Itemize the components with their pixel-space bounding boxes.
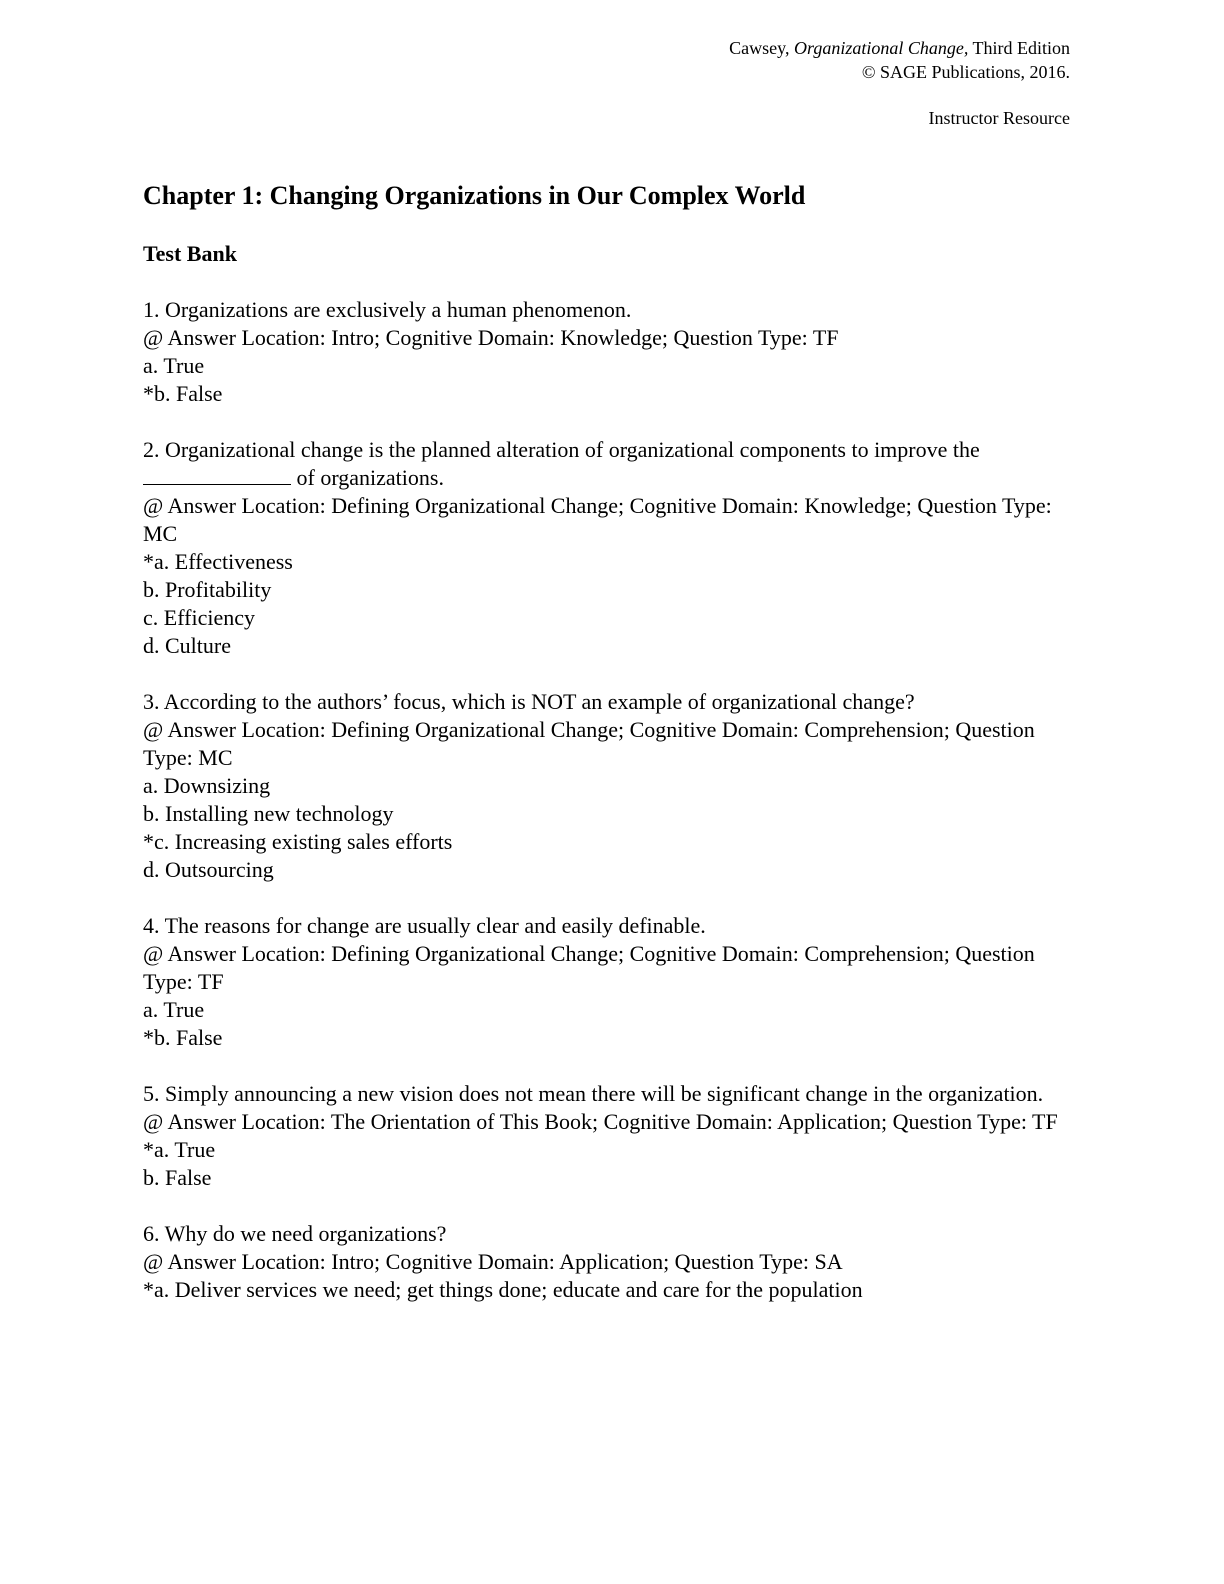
question-3: [143, 688, 1083, 884]
answer-option: c. Efficiency: [143, 605, 255, 630]
answer-option: b. Installing new technology: [143, 801, 394, 826]
question-stem-part2: of organizations.: [291, 465, 444, 490]
chapter-title: Chapter 1: Changing Organizations in Our Complex World: [143, 181, 806, 210]
question-stem: 5. Simply announcing a new vision does not mean there will be significant change in the organization.: [143, 1081, 1044, 1106]
question-meta: @ Answer Location: Intro; Cognitive Domain: Application; Question Type: SA: [143, 1249, 843, 1274]
question-stem: [143, 436, 1083, 492]
question-stem: 3. According to the authors’ focus, which is NOT an example of organizational change?: [143, 689, 915, 714]
answer-option: a. Downsizing: [143, 773, 271, 798]
answer-option: *b. False: [143, 1025, 223, 1050]
answer-option: b. Profitability: [143, 577, 272, 602]
question-6: [143, 1220, 1083, 1304]
question-stem: 1. Organizations are exclusively a human phenomenon.: [143, 297, 632, 322]
header-citation: [729, 36, 1070, 60]
answer-option: *a. Effectiveness: [143, 549, 293, 574]
answer-option: d. Outsourcing: [143, 857, 274, 882]
answer-option: d. Culture: [143, 633, 231, 658]
header-resource: Instructor Resource: [928, 108, 1070, 128]
question-meta: @ Answer Location: Defining Organizational Change; Cognitive Domain: Knowledge; Question Type: MC: [143, 493, 1052, 546]
answer-option: b. False: [143, 1165, 212, 1190]
header-edition: Third Edition: [968, 38, 1070, 58]
document-body: [143, 178, 1083, 1332]
section-title: Test Bank: [143, 241, 237, 266]
answer-option: *a. Deliver services we need; get things done; educate and care for the population: [143, 1277, 863, 1302]
question-meta: @ Answer Location: Defining Organizational Change; Cognitive Domain: Comprehension; Question Type: MC: [143, 717, 1035, 770]
question-1: [143, 296, 1083, 408]
fill-in-blank: [143, 466, 291, 485]
header-author: Cawsey,: [729, 38, 794, 58]
question-meta: @ Answer Location: Intro; Cognitive Domain: Knowledge; Question Type: TF: [143, 325, 839, 350]
answer-option: a. True: [143, 997, 205, 1022]
page-header: [729, 36, 1070, 130]
header-book-title: Organizational Change,: [793, 38, 969, 58]
question-stem: 6. Why do we need organizations?: [143, 1221, 447, 1246]
question-2: [143, 436, 1083, 660]
question-meta: @ Answer Location: Defining Organizational Change; Cognitive Domain: Comprehension; Question Type: TF: [143, 941, 1035, 994]
header-copyright: © SAGE Publications, 2016.: [861, 62, 1070, 82]
answer-option: *c. Increasing existing sales efforts: [143, 829, 453, 854]
answer-option: a. True: [143, 353, 205, 378]
question-4: [143, 912, 1083, 1052]
question-5: [143, 1080, 1083, 1192]
question-stem-part1: 2. Organizational change is the planned alteration of organizational components to improve the: [143, 437, 980, 462]
answer-option: *b. False: [143, 381, 223, 406]
question-stem: 4. The reasons for change are usually clear and easily definable.: [143, 913, 706, 938]
answer-option: *a. True: [143, 1137, 216, 1162]
question-meta: @ Answer Location: The Orientation of This Book; Cognitive Domain: Application; Question Type: TF: [143, 1109, 1058, 1134]
